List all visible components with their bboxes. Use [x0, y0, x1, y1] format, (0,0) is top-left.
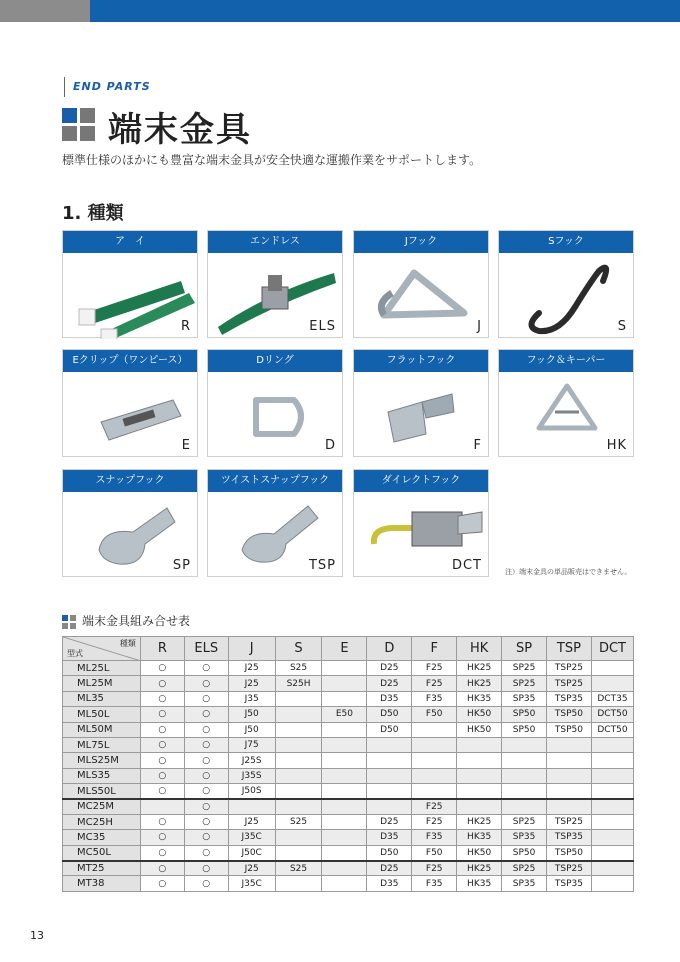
table-cell: [591, 676, 633, 691]
card-d-ring: [207, 349, 343, 457]
table-cell: [502, 753, 547, 768]
table-cell: HK50: [457, 845, 502, 860]
table-cell: [412, 753, 457, 768]
table-cell: [322, 830, 367, 845]
table-cell: [275, 830, 322, 845]
subtitle: 標準仕様のほかにも豊富な端末金具が安全快適な運搬作業をサポートします。: [62, 153, 482, 167]
table-cell: [412, 768, 457, 783]
table-cell: [591, 784, 633, 799]
table-cell: ○: [184, 830, 228, 845]
title-squares-icon: [62, 108, 96, 142]
table-title: 端末金具組み合せ表: [82, 614, 191, 628]
table-cell: ○: [140, 737, 184, 752]
table-cell: D35: [367, 830, 412, 845]
table-row: [63, 830, 634, 845]
top-bar-blue: [90, 0, 680, 22]
table-cell: [322, 737, 367, 752]
card-title: フラットフック: [354, 350, 488, 372]
table-header-cell: J: [228, 637, 275, 661]
table-cell: ○: [140, 830, 184, 845]
table-cell: [275, 845, 322, 860]
table-cell: ○: [140, 876, 184, 891]
table-cell: S25: [275, 861, 322, 876]
model-cell: MC50L: [63, 845, 141, 860]
table-cell: D25: [367, 814, 412, 829]
table-row: [63, 691, 634, 706]
table-cell: HK35: [457, 830, 502, 845]
table-cell: SP25: [502, 861, 547, 876]
table-cell: F25: [412, 814, 457, 829]
e-clip-image: [63, 372, 199, 458]
table-cell: TSP50: [546, 845, 591, 860]
combination-table: [62, 636, 634, 892]
table-cell: [275, 768, 322, 783]
table-cell: F35: [412, 691, 457, 706]
table-cell: DCT50: [591, 722, 633, 737]
card-direct-hook: [353, 469, 489, 577]
corner-model-label: 型式: [67, 649, 83, 658]
table-cell: ○: [140, 722, 184, 737]
table-cell: ○: [184, 707, 228, 722]
table-cell: [322, 814, 367, 829]
table-cell: DCT35: [591, 691, 633, 706]
card-title: ダイレクトフック: [354, 470, 488, 492]
table-header-cell: SP: [502, 637, 547, 661]
table-cell: SP35: [502, 876, 547, 891]
table-cell: D25: [367, 676, 412, 691]
table-cell: ○: [140, 676, 184, 691]
table-cell: [502, 768, 547, 783]
model-cell: MLS50L: [63, 784, 141, 799]
card-twist-snap-hook: [207, 469, 343, 577]
table-cell: ○: [140, 753, 184, 768]
model-cell: ML50M: [63, 722, 141, 737]
table-cell: [412, 722, 457, 737]
table-cell: ○: [184, 861, 228, 876]
table-cell: J25S: [228, 753, 275, 768]
table-cell: J35S: [228, 768, 275, 783]
table-cell: HK25: [457, 661, 502, 676]
table-cell: [457, 737, 502, 752]
card-title: Sフック: [499, 231, 633, 253]
table-row: [63, 814, 634, 829]
card-title: Dリング: [208, 350, 342, 372]
d-ring-image: [208, 372, 344, 458]
table-cell: ○: [140, 861, 184, 876]
j-hook-image: [354, 253, 490, 339]
table-header-cell: S: [275, 637, 322, 661]
table-cell: HK50: [457, 707, 502, 722]
table-cell: J50S: [228, 784, 275, 799]
card-flat-hook: [353, 349, 489, 457]
flat-hook-image: [354, 372, 490, 458]
table-cell: [367, 753, 412, 768]
table-row: [63, 784, 634, 799]
table-cell: [322, 691, 367, 706]
table-cell: ○: [140, 691, 184, 706]
table-cell: ○: [184, 876, 228, 891]
table-cell: [367, 768, 412, 783]
table-cell: ○: [184, 784, 228, 799]
table-cell: TSP25: [546, 861, 591, 876]
table-cell: [322, 861, 367, 876]
table-cell: D50: [367, 707, 412, 722]
table-cell: SP35: [502, 691, 547, 706]
card-code: R: [180, 319, 191, 334]
table-cell: [322, 661, 367, 676]
table-cell: [591, 845, 633, 860]
table-cell: [502, 737, 547, 752]
table-cell: ○: [184, 753, 228, 768]
table-row: [63, 799, 634, 814]
table-cell: ○: [140, 661, 184, 676]
table-cell: D25: [367, 661, 412, 676]
table-cell: [275, 876, 322, 891]
model-cell: ML50L: [63, 707, 141, 722]
table-cell: ○: [184, 661, 228, 676]
table-cell: J35: [228, 691, 275, 706]
model-cell: ML35: [63, 691, 141, 706]
model-cell: MC25H: [63, 814, 141, 829]
table-cell: [367, 737, 412, 752]
table-cell: ○: [184, 676, 228, 691]
table-cell: TSP25: [546, 676, 591, 691]
card-title: Eクリップ（ワンピース）: [63, 350, 197, 372]
table-cell: TSP50: [546, 707, 591, 722]
table-cell: SP50: [502, 707, 547, 722]
table-cell: [591, 768, 633, 783]
table-cell: D35: [367, 691, 412, 706]
corner-type-label: 種類: [119, 639, 136, 648]
table-cell: F35: [412, 830, 457, 845]
card-code: HK: [606, 438, 627, 453]
card-code: D: [324, 438, 336, 453]
table-cell: E50: [322, 707, 367, 722]
card-code: S: [617, 319, 627, 334]
table-cell: ○: [184, 845, 228, 860]
table-cell: HK35: [457, 876, 502, 891]
table-cell: ○: [184, 799, 228, 814]
table-cell: SP50: [502, 845, 547, 860]
table-cell: [412, 737, 457, 752]
table-cell: [546, 753, 591, 768]
table-cell: [546, 799, 591, 814]
table-cell: ○: [184, 691, 228, 706]
table-cell: [457, 784, 502, 799]
table-header-cell: DCT: [591, 637, 633, 661]
card-title: ア イ: [63, 231, 197, 253]
table-cell: [322, 876, 367, 891]
model-cell: MLS35: [63, 768, 141, 783]
table-header-cell: ELS: [184, 637, 228, 661]
table-cell: [591, 661, 633, 676]
card-title: Jフック: [354, 231, 488, 253]
model-cell: MT38: [63, 876, 141, 891]
table-header-cell: HK: [457, 637, 502, 661]
table-cell: [591, 876, 633, 891]
table-row: [63, 753, 634, 768]
table-cell: ○: [184, 768, 228, 783]
table-cell: F35: [412, 876, 457, 891]
table-cell: J50C: [228, 845, 275, 860]
table-cell: J25: [228, 861, 275, 876]
model-cell: MC35: [63, 830, 141, 845]
table-cell: [367, 799, 412, 814]
table-cell: S25H: [275, 676, 322, 691]
table-cell: [322, 753, 367, 768]
table-cell: [322, 676, 367, 691]
table-cell: S25: [275, 814, 322, 829]
card-code: E: [181, 438, 191, 453]
table-cell: D50: [367, 722, 412, 737]
table-cell: [546, 784, 591, 799]
table-cell: [591, 861, 633, 876]
table-corner: [63, 637, 141, 661]
table-cell: [412, 784, 457, 799]
table-cell: TSP35: [546, 830, 591, 845]
table-cell: SP50: [502, 722, 547, 737]
table-row: [63, 707, 634, 722]
table-cell: HK35: [457, 691, 502, 706]
table-cell: ○: [184, 722, 228, 737]
table-cell: [546, 768, 591, 783]
table-cell: ○: [140, 784, 184, 799]
table-cell: ○: [140, 845, 184, 860]
card-eye: [62, 230, 198, 338]
card-j-hook: [353, 230, 489, 338]
table-cell: F25: [412, 661, 457, 676]
table-cell: D50: [367, 845, 412, 860]
table-cell: [591, 737, 633, 752]
table-cell: J50: [228, 707, 275, 722]
eye-sling-image: [63, 253, 199, 339]
table-cell: SP25: [502, 676, 547, 691]
card-hook-keeper: [498, 349, 634, 457]
table-cell: F25: [412, 676, 457, 691]
table-row: [63, 661, 634, 676]
table-cell: [457, 753, 502, 768]
table-cell: [275, 784, 322, 799]
table-cell: J35C: [228, 876, 275, 891]
table-header-cell: E: [322, 637, 367, 661]
table-cell: [275, 737, 322, 752]
table-row: [63, 768, 634, 783]
table-cell: [322, 799, 367, 814]
table-cell: HK25: [457, 814, 502, 829]
table-cell: ○: [140, 814, 184, 829]
table-cell: HK25: [457, 861, 502, 876]
table-cell: F50: [412, 845, 457, 860]
table-cell: [457, 768, 502, 783]
table-row: [63, 861, 634, 876]
table-cell: [228, 799, 275, 814]
table-cell: [502, 784, 547, 799]
model-cell: MT25: [63, 861, 141, 876]
table-cell: SP25: [502, 814, 547, 829]
section-title: 1. 種類: [62, 203, 124, 224]
card-title: フック＆キーパー: [499, 350, 633, 372]
table-cell: TSP50: [546, 722, 591, 737]
card-s-hook: [498, 230, 634, 338]
card-title: エンドレス: [208, 231, 342, 253]
card-code: TSP: [308, 558, 336, 573]
page-title: 端末金具: [108, 110, 252, 150]
table-cell: J25: [228, 676, 275, 691]
table-cell: DCT50: [591, 707, 633, 722]
card-code: DCT: [451, 558, 482, 573]
table-row: [63, 722, 634, 737]
table-cell: ○: [184, 737, 228, 752]
table-cell: [322, 722, 367, 737]
table-cell: TSP35: [546, 691, 591, 706]
table-cell: [591, 814, 633, 829]
table-cell: J50: [228, 722, 275, 737]
table-cell: F50: [412, 707, 457, 722]
model-cell: MLS25M: [63, 753, 141, 768]
table-header-cell: TSP: [546, 637, 591, 661]
top-bar-gray: [0, 0, 90, 22]
table-cell: HK50: [457, 722, 502, 737]
model-cell: ML25L: [63, 661, 141, 676]
table-row: [63, 845, 634, 860]
table-cell: J25: [228, 661, 275, 676]
table-cell: [457, 799, 502, 814]
table-cell: J75: [228, 737, 275, 752]
page-number: 13: [30, 929, 44, 942]
table-cell: [275, 722, 322, 737]
table-cell: [275, 799, 322, 814]
table-cell: [367, 784, 412, 799]
table-row: [63, 737, 634, 752]
table-header-cell: D: [367, 637, 412, 661]
table-row: [63, 676, 634, 691]
table-cell: D35: [367, 876, 412, 891]
table-cell: [322, 845, 367, 860]
table-cell: SP25: [502, 661, 547, 676]
card-endless: [207, 230, 343, 338]
model-cell: ML25M: [63, 676, 141, 691]
table-cell: F25: [412, 861, 457, 876]
table-cell: [275, 707, 322, 722]
card-code: SP: [172, 558, 191, 573]
table-cell: TSP25: [546, 814, 591, 829]
table-cell: TSP35: [546, 876, 591, 891]
table-cell: HK25: [457, 676, 502, 691]
table-cell: D25: [367, 861, 412, 876]
table-cell: [275, 691, 322, 706]
card-code: F: [473, 438, 482, 453]
card-title: スナップフック: [63, 470, 197, 492]
table-cell: [591, 830, 633, 845]
model-cell: MC25M: [63, 799, 141, 814]
card-code: J: [477, 319, 482, 334]
table-cell: [546, 737, 591, 752]
s-hook-image: [499, 253, 635, 339]
table-cell: J35C: [228, 830, 275, 845]
table-cell: ○: [140, 707, 184, 722]
card-title: ツイストスナップフック: [208, 470, 342, 492]
table-cell: ○: [140, 768, 184, 783]
note: 注）端末金具の単品販売はできません。: [505, 568, 632, 576]
table-row: [63, 876, 634, 891]
table-cell: S25: [275, 661, 322, 676]
table-squares-icon: [62, 615, 76, 629]
table-cell: TSP25: [546, 661, 591, 676]
table-cell: [275, 753, 322, 768]
table-cell: ○: [184, 814, 228, 829]
table-cell: F25: [412, 799, 457, 814]
table-cell: [502, 799, 547, 814]
table-cell: [322, 768, 367, 783]
table-header-cell: R: [140, 637, 184, 661]
table-cell: SP35: [502, 830, 547, 845]
table-cell: J25: [228, 814, 275, 829]
card-e-clip: [62, 349, 198, 457]
card-code: ELS: [309, 319, 336, 334]
table-header-row: [63, 637, 634, 661]
table-cell: [322, 784, 367, 799]
table-cell: [591, 753, 633, 768]
table-cell: [140, 799, 184, 814]
brand-label: END PARTS: [64, 77, 151, 97]
table-cell: [591, 799, 633, 814]
model-cell: ML75L: [63, 737, 141, 752]
table-header-cell: F: [412, 637, 457, 661]
card-snap-hook: [62, 469, 198, 577]
